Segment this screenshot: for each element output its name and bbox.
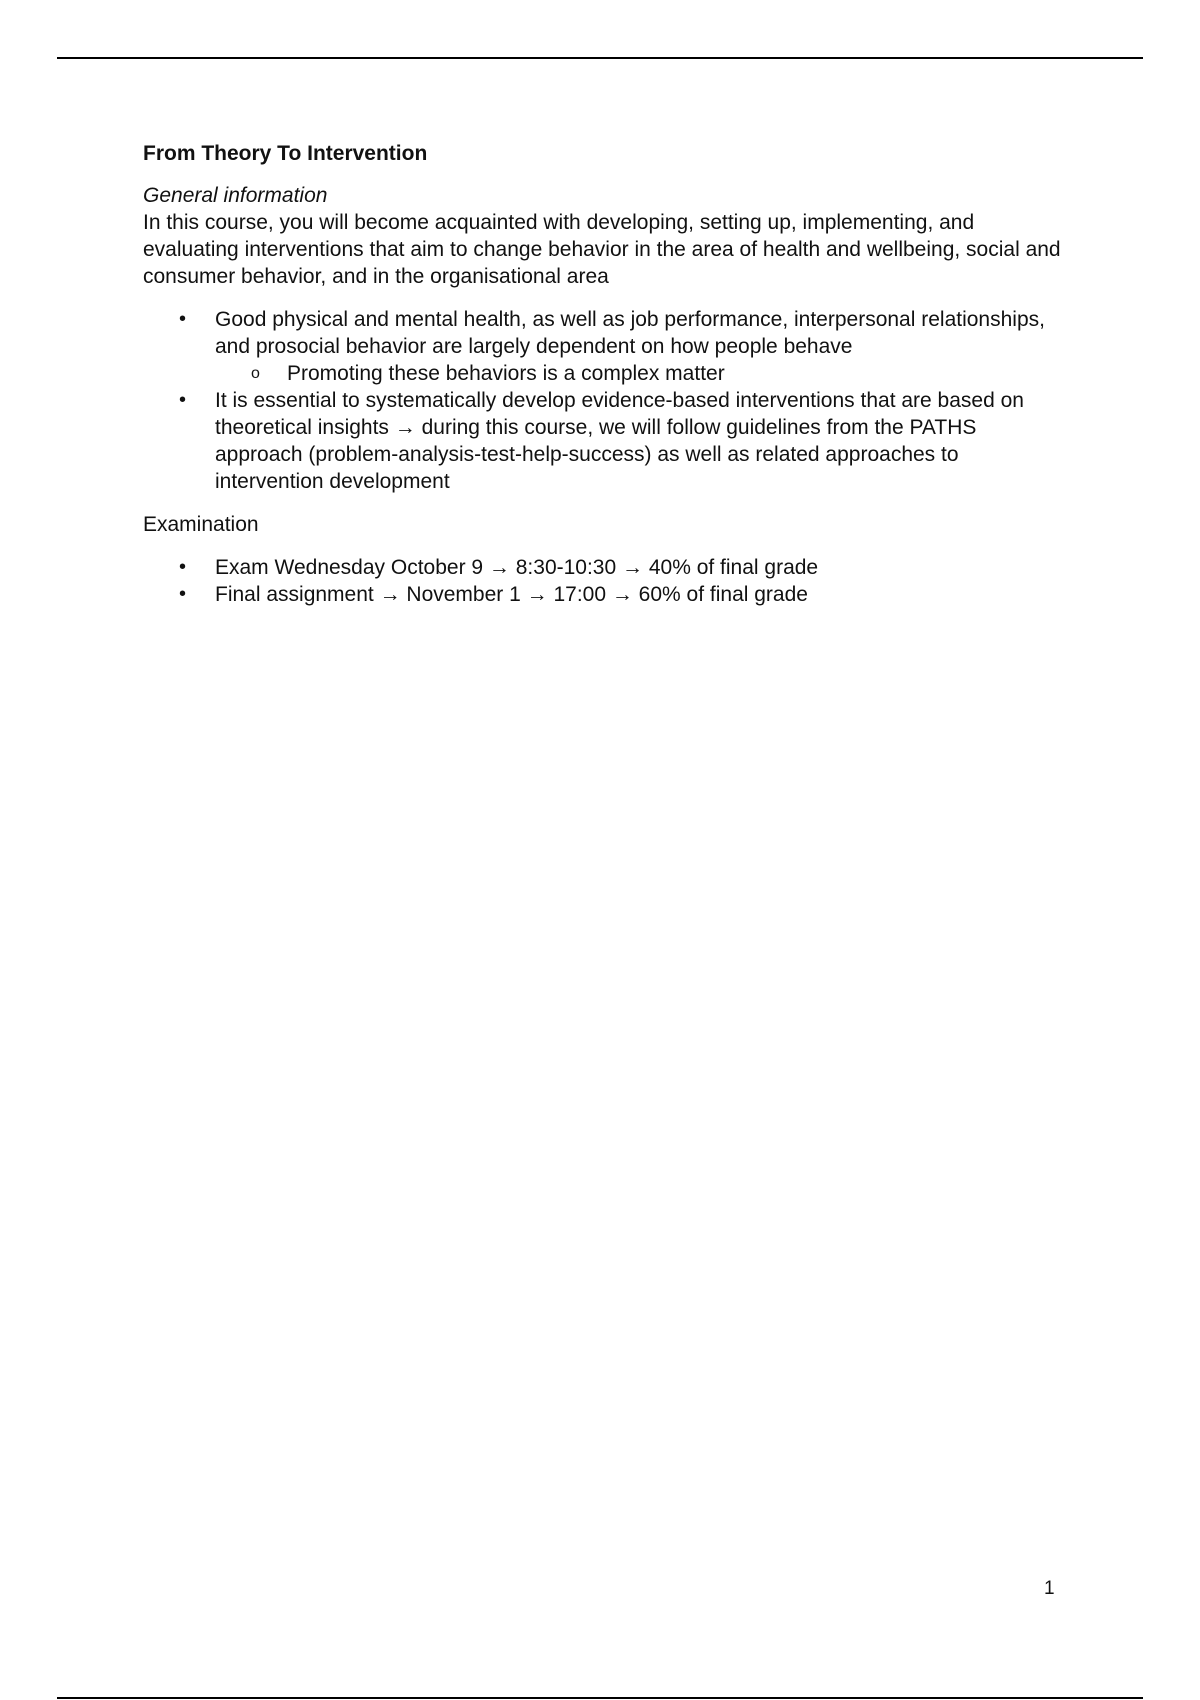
list-item bbox=[143, 581, 1063, 608]
list-item bbox=[143, 306, 1063, 387]
examination-heading: Examination bbox=[143, 513, 259, 536]
list-item bbox=[215, 360, 1063, 387]
bullet-icon: • bbox=[179, 583, 187, 605]
bullet-icon: • bbox=[179, 308, 187, 330]
bullet-text: It is essential to systematically develop evidence-based interventions that are based on theoretical insights → during this course, we will follow guidelines from the PATHS approach (problem-analysis-test-help-success) as well as related approaches to intervention development bbox=[215, 389, 1024, 493]
document-body bbox=[143, 140, 1063, 608]
general-information-heading: General information bbox=[143, 184, 328, 207]
general-bullet-list bbox=[143, 306, 1063, 495]
exam-item-text: Exam Wednesday October 9 → 8:30-10:30 → 40% of final grade bbox=[215, 556, 819, 579]
list-item bbox=[143, 387, 1063, 495]
list-item bbox=[143, 554, 1063, 581]
bullet-icon: • bbox=[179, 389, 187, 411]
bullet-icon: • bbox=[179, 556, 187, 578]
examination-bullet-list bbox=[143, 554, 1063, 608]
page-top-rule bbox=[57, 57, 1143, 59]
intro-paragraph: In this course, you will become acquainted with developing, setting up, implementing, and evaluating interventions that aim to change behavior in the area of health and wellbeing, social and consumer behavior, and in the organisational area bbox=[143, 211, 1061, 288]
bullet-text: Good physical and mental health, as well as job performance, interpersonal relationships, and prosocial behavior are largely dependent on how people behave bbox=[215, 308, 1045, 358]
sub-bullet-list bbox=[215, 360, 1063, 387]
sub-bullet-text: Promoting these behaviors is a complex matter bbox=[287, 362, 725, 385]
page-bottom-rule bbox=[57, 1697, 1143, 1699]
exam-item-text: Final assignment → November 1 → 17:00 → 60% of final grade bbox=[215, 583, 808, 606]
sub-bullet-icon: o bbox=[251, 365, 260, 382]
document-title: From Theory To Intervention bbox=[143, 142, 428, 165]
page-number: 1 bbox=[1044, 1578, 1055, 1599]
